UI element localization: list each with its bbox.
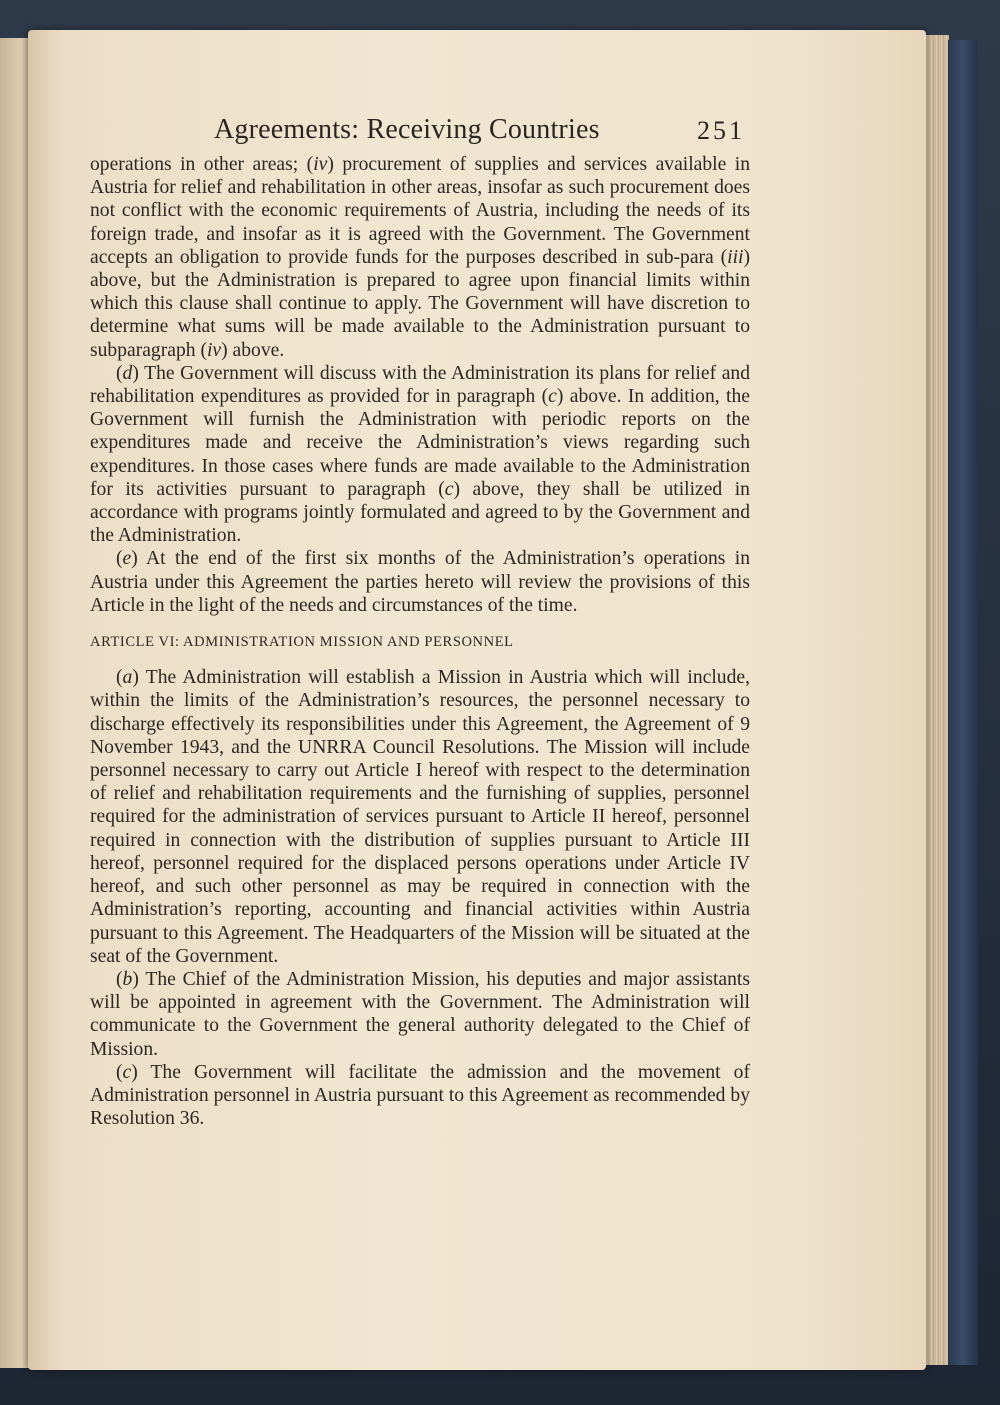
continuation-paragraph	[90, 153, 750, 362]
text-run: ) procurement of supplies and services available in Austria for relief and rehabilitation in other areas, insofar as such procurement does not conflict with the economic requirements of Austria, including the needs of its foreign trade, and insofar as it is agreed with the Government. The Government accepts an obligation to provide funds for the purposes described in sub-para (	[90, 154, 750, 268]
paragraph-a	[90, 666, 750, 968]
paren: (	[116, 667, 123, 689]
text-run: ) above. In addition, the Government will furnish the Administration with periodic reports on the expenditures made and receive the Administration’s views regarding such expenditures. In those cases where funds are made available to the Administration for its activities pursuant to paragraph (	[90, 386, 750, 500]
paragraph-label: d	[122, 362, 133, 384]
paren: (	[116, 362, 123, 384]
paragraph-label: b	[122, 968, 133, 990]
running-title: Agreements: Receiving Countries	[214, 114, 600, 145]
paragraph-e	[90, 547, 750, 617]
italic-letter: c	[444, 478, 454, 500]
text-run: ) above, they shall be utilized in accordance with programs jointly formulated and agreed to by the Government and the Administration.	[90, 478, 750, 547]
paragraph-b	[90, 968, 750, 1061]
page-number: 251	[697, 116, 745, 145]
italic-numeral: iv	[313, 154, 328, 175]
page-stack-edge	[925, 35, 949, 1365]
italic-numeral: iii	[727, 246, 744, 268]
text-run: ) above.	[221, 339, 285, 361]
article-heading: ARTICLE VI: ADMINISTRATION MISSION AND PERSONNEL	[90, 634, 514, 651]
paren: (	[116, 1061, 123, 1083]
paren: (	[116, 968, 123, 990]
italic-numeral: iv	[206, 339, 222, 361]
paragraph-c	[90, 1061, 750, 1131]
italic-letter: c	[548, 386, 557, 408]
text-run: ) The Chief of the Administration Mission, his deputies and major assistants will be appointed in agreement with the Government. The Administration will communicate to the Government the general authority delegated to the Chief of Mission.	[90, 968, 750, 1060]
text-run: ) The Government will discuss with the Administration its plans for relief and rehabilitation expenditures as provided for in paragraph (	[90, 362, 750, 408]
body-text	[90, 153, 750, 1130]
text-run: ) above, but the Administration is prepared to agree upon financial limits within which this clause shall continue to apply. The Government will have discretion to determine what sums will be made available to the Administration pursuant to subparagraph (	[90, 246, 750, 361]
running-head	[90, 114, 750, 154]
paren: (	[116, 548, 123, 570]
book-cover-edge	[948, 40, 978, 1365]
paragraph-label: a	[122, 667, 133, 689]
text-run: ) The Government will facilitate the admission and the movement of Administration personnel in Austria pursuant to this Agreement as recommended by Resolution 36.	[90, 1061, 750, 1130]
text-run: ) The Administration will establish a Mission in Austria which will include, within the limits of the Administration’s resources, the personnel necessary to discharge effectively its responsibilities under this Agreement, the Agreement of 9 November 1943, and the UNRRA Council Resolutions. The Mission will include personnel necessary to carry out Article I hereof with respect to the determination of relief and rehabilitation requirements and the furnishing of supplies, personnel required for the administration of services pursuant to Article II hereof, personnel required in connection with the distribution of supplies pursuant to Article III hereof, personnel required for the displaced persons operations under Article IV hereof, and such other personnel as may be required in connection with the Administration’s reporting, accounting and financial activities within Austria pursuant to this Agreement. The Headquarters of the Mission will be situated at the seat of the Government.	[90, 667, 750, 967]
text-run: ) At the end of the first six months of the Administration’s operations in Austria under this Agreement the parties hereto will review the provisions of this Article in the light of the needs and circumstances of the time.	[90, 548, 750, 616]
paragraph-label: e	[122, 548, 132, 570]
paragraph-label: c	[122, 1061, 132, 1083]
text-run: operations in other areas; (	[90, 154, 314, 175]
paragraph-d	[90, 362, 750, 548]
